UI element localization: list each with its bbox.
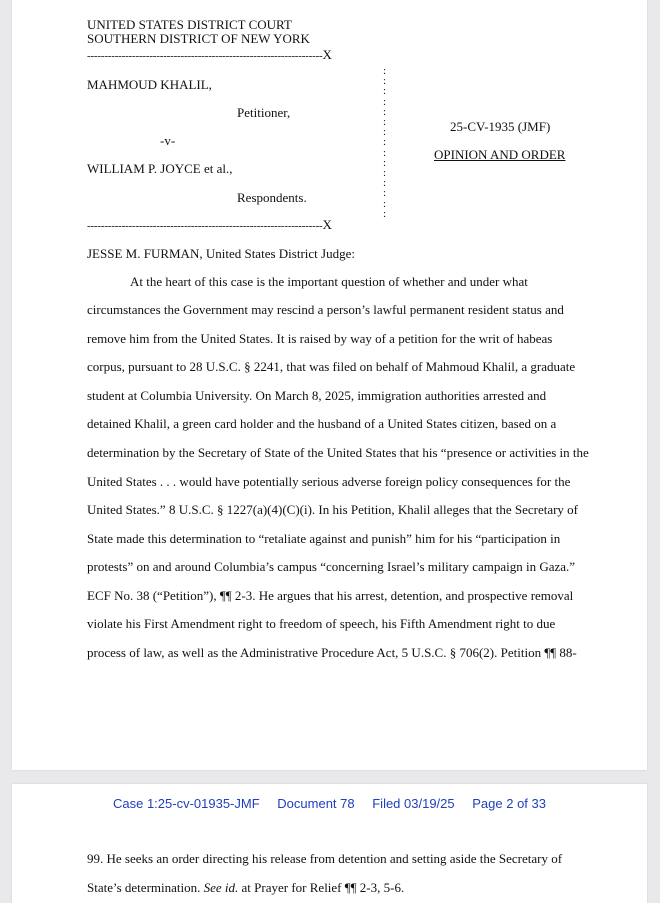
citation-signal: See id. <box>203 880 239 895</box>
body-line: United States.” 8 U.S.C. § 1227(a)(4)(C)(i). In his Petition, Khalil alleges that the Secretary of <box>87 502 578 517</box>
ecf-case-number: Case 1:25-cv-01935-JMF <box>112 796 260 811</box>
divider-dashes: -------------------------------------------------------------------- <box>87 220 323 232</box>
body-line: detained Khalil, a green card holder and the husband of a United States citizen, based on a <box>87 416 557 431</box>
caption-top-divider <box>87 47 332 63</box>
court-name-line2: SOUTHERN DISTRICT OF NEW YORK <box>87 31 310 46</box>
body-line: 99. He seeks an order directing his release from detention and setting aside the Secretary of <box>87 851 563 866</box>
body-line: State made this determination to “retaliate against and punish” him for his “participation in <box>87 531 561 546</box>
body-line: protests” on and around Columbia’s campus “concerning Israel’s military campaign in Gaza.” <box>87 559 576 574</box>
divider-dashes: -------------------------------------------------------------------- <box>87 50 323 62</box>
body-line: United States . . . would have potentially serious adverse foreign policy consequences for the <box>87 474 571 489</box>
body-line: At the heart of this case is the important question of whether and under what <box>130 274 528 289</box>
caption-bottom-divider <box>87 217 332 233</box>
judge-line: JESSE M. FURMAN, United States District Judge: <box>87 246 355 261</box>
body-line: ECF No. 38 (“Petition”), ¶¶ 2-3. He argues that his arrest, detention, and prospective removal <box>87 588 574 603</box>
ecf-document-number: Document 78 <box>277 796 355 811</box>
body-line: corpus, pursuant to 28 U.S.C. § 2241, that was filed on behalf of Mahmoud Khalil, a graduate <box>87 359 576 374</box>
text-run: at Prayer for Relief ¶¶ 2-3, 5-6. <box>238 880 405 895</box>
body-line: violate his First Amendment right to freedom of speech, his Fifth Amendment right to due <box>87 616 556 631</box>
petitioner-name: MAHMOUD KHALIL, <box>87 77 212 92</box>
body-line: remove him from the United States. It is raised by way of a petition for the writ of habeas <box>87 331 553 346</box>
document-page-2 <box>12 784 647 903</box>
ecf-page-number: Page 2 of 33 <box>472 796 546 811</box>
document-title: OPINION AND ORDER <box>434 147 566 162</box>
petitioner-role: Petitioner, <box>237 105 291 120</box>
caption-colon-column: : : : : : : : : : : : : : : : <box>383 65 387 220</box>
document-page-1 <box>12 0 647 770</box>
body-line <box>87 880 404 896</box>
ecf-filed-date: Filed 03/19/25 <box>372 796 455 811</box>
versus-mark: -v- <box>160 133 176 148</box>
ecf-filing-header <box>12 796 647 811</box>
respondent-name: WILLIAM P. JOYCE et al., <box>87 161 233 176</box>
court-name-line1: UNITED STATES DISTRICT COURT <box>87 17 292 32</box>
body-line: process of law, as well as the Administrative Procedure Act, 5 U.S.C. § 706(2). Petition ¶¶ 88- <box>87 645 577 660</box>
divider-x-mark: X <box>322 217 332 232</box>
body-line: circumstances the Government may rescind a person’s lawful permanent resident status and <box>87 302 564 317</box>
body-line: student at Columbia University. On March 8, 2025, immigration authorities arrested and <box>87 388 547 403</box>
divider-x-mark: X <box>322 47 332 62</box>
text-run: State’s determination. <box>87 880 204 895</box>
respondent-role: Respondents. <box>237 190 307 205</box>
court-name <box>87 18 310 46</box>
case-number: 25-CV-1935 (JMF) <box>450 119 551 134</box>
body-line: determination by the Secretary of State of the United States that his “presence or activities in the <box>87 445 589 460</box>
